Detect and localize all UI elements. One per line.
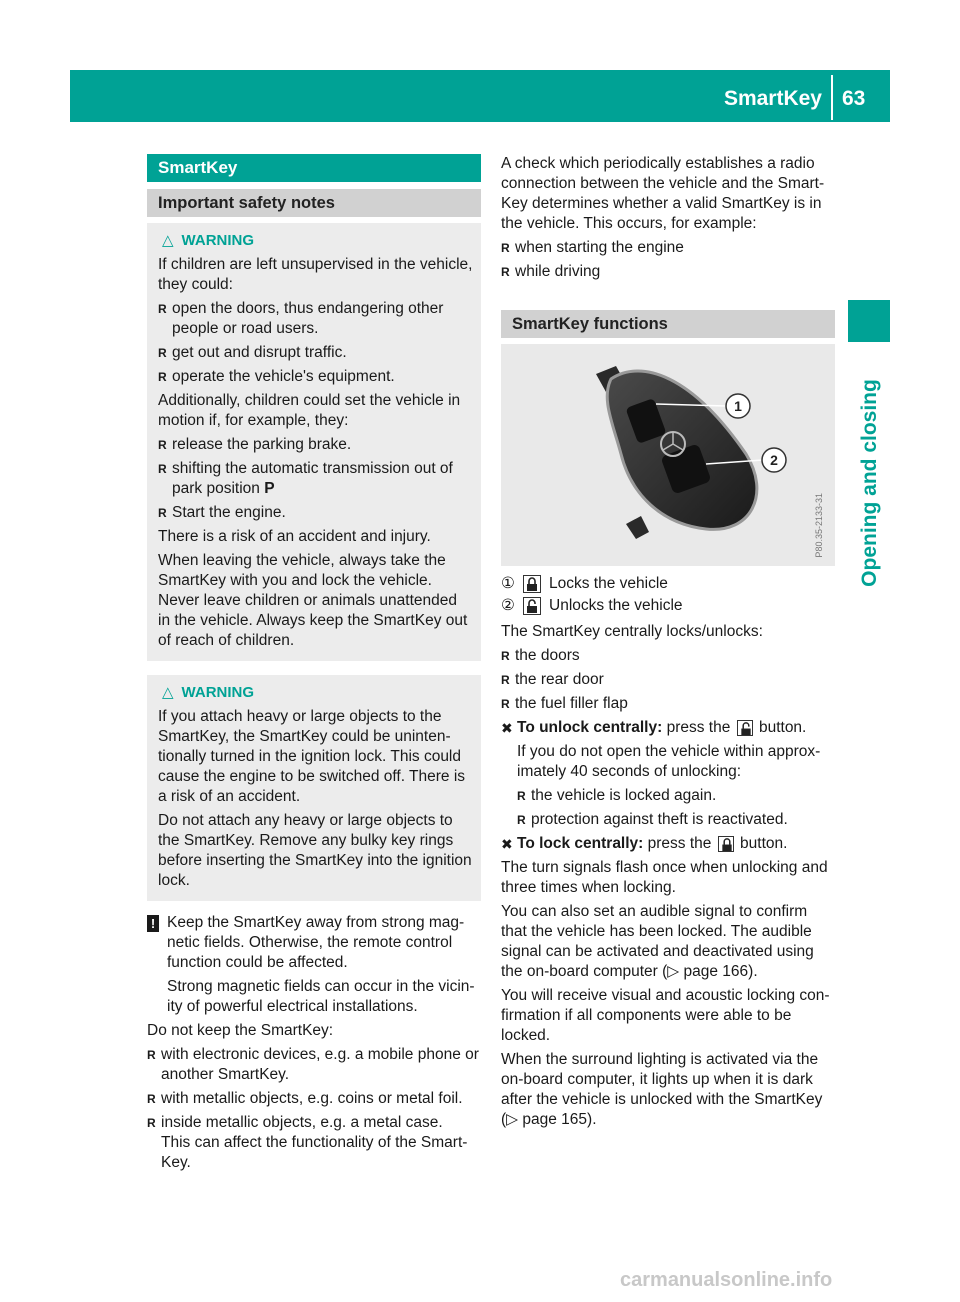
unlock-step: ✖ To unlock centrally: press the button. If you do not open the vehicle within approx- imately 40 seconds of unlocking: R the vehicle is locked again. R protection against theft is reactivated.	[501, 718, 835, 830]
list-item: R open the doors, thus endangering other people or road users.	[158, 299, 473, 339]
legend-number: ②	[501, 597, 515, 614]
list-item: R release the parking brake.	[158, 435, 473, 455]
warning-box	[147, 675, 481, 901]
central-list	[501, 646, 835, 714]
list-item: R the rear door	[501, 670, 835, 690]
list-item: R while driving	[501, 262, 835, 282]
side-chapter-tab	[850, 360, 890, 620]
list-item: R with electronic devices, e.g. a mobile phone or another SmartKey.	[147, 1045, 481, 1085]
warning-advice: When leaving the vehicle, always take the SmartKey with you and lock the vehicle. Never leave children or animals unattended in the vehicle. Always keep the SmartKey out of reach of children.	[158, 552, 468, 649]
page-header-title: SmartKey	[723, 87, 822, 110]
note-block	[147, 913, 481, 1017]
warning-title: △ WARNING	[162, 232, 255, 249]
warning-triangle-icon: △	[162, 232, 174, 249]
image-code: P80.35-2133-31	[814, 493, 824, 558]
left-column	[147, 154, 481, 1177]
warning-list	[158, 299, 473, 387]
step-arrow-icon: ✖	[501, 836, 513, 852]
section-title: SmartKey	[147, 154, 481, 182]
warning-risk: There is a risk of an accident and injury.	[158, 528, 431, 545]
do-not-keep-list	[147, 1045, 481, 1173]
lock-step: ✖ To lock centrally: press the button.	[501, 835, 788, 852]
paragraph: Do not keep the SmartKey:	[147, 1022, 334, 1039]
paragraph: The turn signals flash once when unlocking and three times when locking.	[501, 859, 828, 896]
lock-closed-icon	[523, 575, 541, 593]
subsection-title: Important safety notes	[147, 189, 481, 217]
callouts-layer	[501, 344, 835, 566]
paragraph: A check which periodically establishes a radio connection between the vehicle and the Smart- Key determines whether a valid SmartKey is in the vehicle. This occurs, for example:	[501, 155, 825, 232]
warning-intro: If children are left unsupervised in the vehicle, they could:	[158, 256, 473, 293]
step-arrow-icon: ✖	[501, 720, 513, 736]
legend-text: Locks the vehicle	[549, 575, 668, 592]
list-item: R operate the vehicle's equipment.	[158, 367, 473, 387]
warning-title: △ WARNING	[162, 684, 255, 701]
page-number: 63	[842, 87, 866, 110]
lock-open-icon	[737, 720, 753, 736]
list-item: R the doors	[501, 646, 835, 666]
list-item: R get out and disrupt traffic.	[158, 343, 473, 363]
subsection-title: SmartKey functions	[501, 310, 835, 338]
warning-mid: Additionally, children could set the vehicle in motion if, for example, they:	[158, 392, 461, 429]
list-item: R inside metallic objects, e.g. a metal case. This can affect the functionality of the Smart- Key.	[147, 1113, 481, 1173]
paragraph: You can also set an audible signal to confirm that the vehicle has been locked. The audible signal can be activated and deactivated using the on-board computer (▷ page 166).	[501, 903, 814, 980]
lock-closed-icon	[718, 836, 734, 852]
callout-2: 2	[770, 452, 778, 468]
paragraph: The SmartKey centrally locks/unlocks:	[501, 623, 763, 640]
note-text: Keep the SmartKey away from strong mag- netic fields. Otherwise, the remote control function could be affected.	[167, 914, 465, 971]
smartkey-image	[501, 344, 835, 566]
lock-open-icon	[523, 597, 541, 615]
legend-item	[501, 574, 835, 594]
warning-text: If you attach heavy or large objects to the SmartKey, the SmartKey could be uninten- tionally turned in the ignition lock. This could cause the engine to be switched off. There is a risk of an accident.	[158, 708, 466, 805]
list-item: R shifting the automatic transmission out of park position P	[158, 459, 473, 499]
legend-number: ①	[501, 575, 515, 592]
header-divider	[831, 75, 833, 120]
list-item: R Start the engine.	[158, 503, 473, 523]
callout-1: 1	[734, 398, 742, 414]
list-item: R when starting the engine	[501, 238, 835, 258]
unlock-info: If you do not open the vehicle within approx- imately 40 seconds of unlocking:	[517, 743, 821, 780]
warning-triangle-icon: △	[162, 684, 174, 701]
warning-box	[147, 223, 481, 661]
watermark: carmanualsonline.info	[620, 1269, 833, 1291]
list-item: R the vehicle is locked again.	[517, 786, 835, 806]
paragraph: When the surround lighting is activated via the on-board computer, it lights up when it is dark after the vehicle is unlocked with the SmartKey (▷ page 165).	[501, 1051, 823, 1128]
legend-item	[501, 596, 835, 616]
exclamation-icon: !	[147, 915, 159, 932]
warning-text: Do not attach any heavy or large objects to the SmartKey. Remove any bulky key rings before inserting the SmartKey into the ignition lock.	[158, 812, 472, 889]
legend-text: Unlocks the vehicle	[549, 597, 683, 614]
check-list	[501, 238, 835, 282]
note-text: Strong magnetic fields can occur in the vicin- ity of powerful electrical installations.	[167, 978, 475, 1015]
unlock-list	[517, 786, 835, 830]
list-item: R the fuel filler flap	[501, 694, 835, 714]
affect-note: This can affect the functionality of the Smart- Key.	[161, 1134, 468, 1171]
list-item: R with metallic objects, e.g. coins or metal foil.	[147, 1089, 481, 1109]
list-item: R protection against theft is reactivated.	[517, 810, 835, 830]
right-column	[501, 154, 835, 1134]
warning-list	[158, 435, 473, 523]
side-chapter-marker	[848, 300, 890, 342]
paragraph: You will receive visual and acoustic locking con- firmation if all components were able to be locked.	[501, 987, 830, 1044]
side-chapter-label: Opening and closing	[858, 379, 881, 587]
